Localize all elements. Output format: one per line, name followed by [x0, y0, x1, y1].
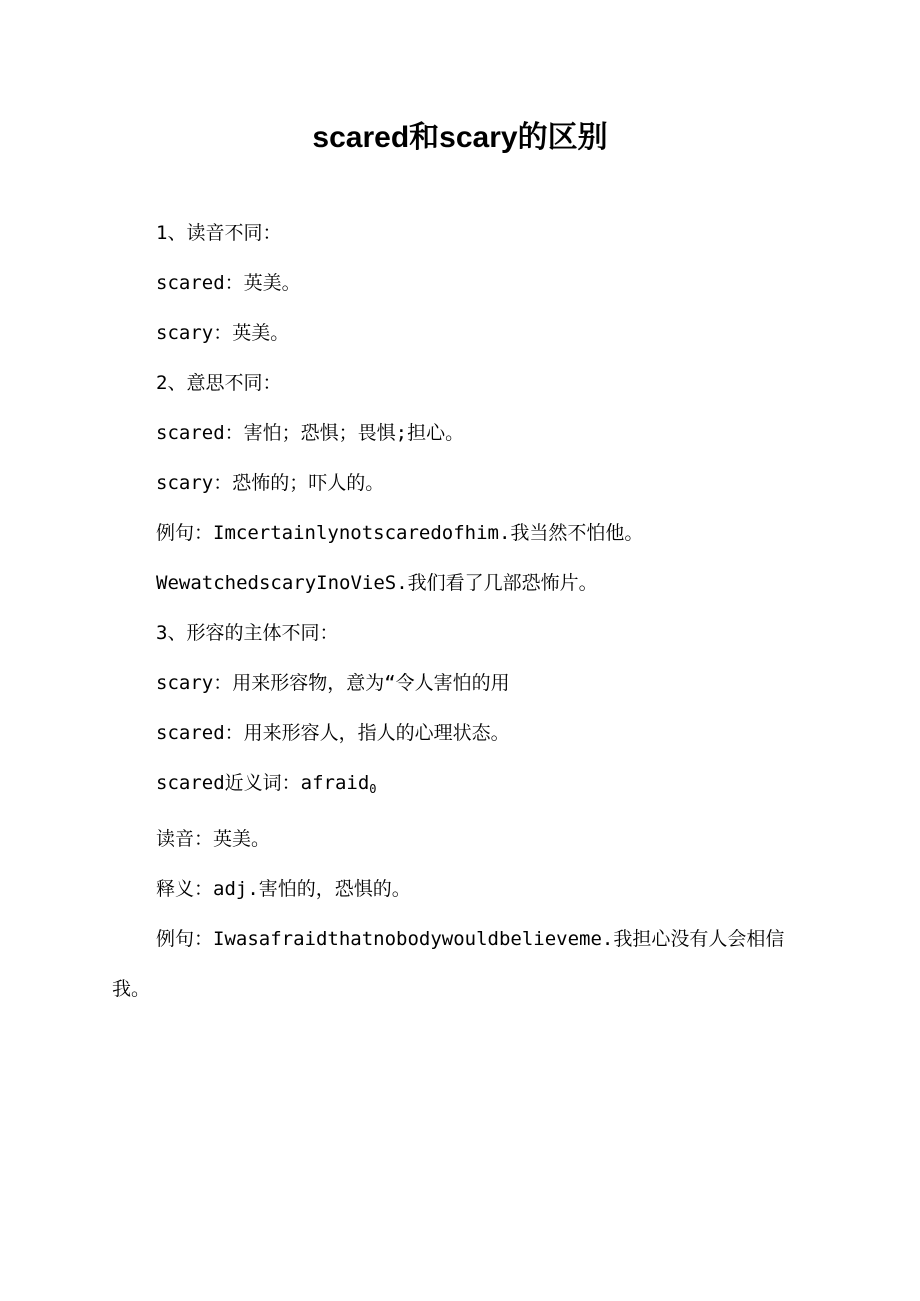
paragraph-6: scary：恐怖的；吓人的。 — [156, 472, 385, 494]
paragraph-1: 1、读音不同： — [156, 222, 282, 244]
paragraph-14: 释义：adj.害怕的，恐惧的。 — [156, 878, 411, 900]
paragraph-15: 例句：Iwasafraidthatnobodywouldbelieveme.我担心没有人会相信我。 — [112, 928, 785, 1000]
paragraph-12 — [112, 758, 802, 814]
paragraph-4: 2、意思不同： — [156, 372, 282, 394]
paragraph-11: scared：用来形容人，指人的心理状态。 — [156, 722, 510, 744]
paragraph-3: scary：英美。 — [156, 322, 290, 344]
paragraph-9: 3、形容的主体不同： — [156, 622, 339, 644]
document-body — [112, 208, 802, 1014]
paragraph-5: scared：害怕；恐惧；畏惧;担心。 — [156, 422, 465, 444]
afraid-subscript: 0 — [369, 782, 377, 796]
paragraph-10: scary：用来形容物，意为“令人害怕的用 — [156, 672, 510, 694]
document-title: scared和scary的区别 — [312, 121, 608, 154]
paragraph-8: WewatchedscaryInoVieS.我们看了几部恐怖片。 — [156, 572, 598, 594]
paragraph-2: scared：英美。 — [156, 272, 301, 294]
paragraph-7: 例句：Imcertainlynotscaredofhim.我当然不怕他。 — [156, 522, 644, 544]
paragraph-13: 读音：英美。 — [156, 828, 271, 850]
synonym-text: scared近义词：afraid — [156, 772, 370, 794]
